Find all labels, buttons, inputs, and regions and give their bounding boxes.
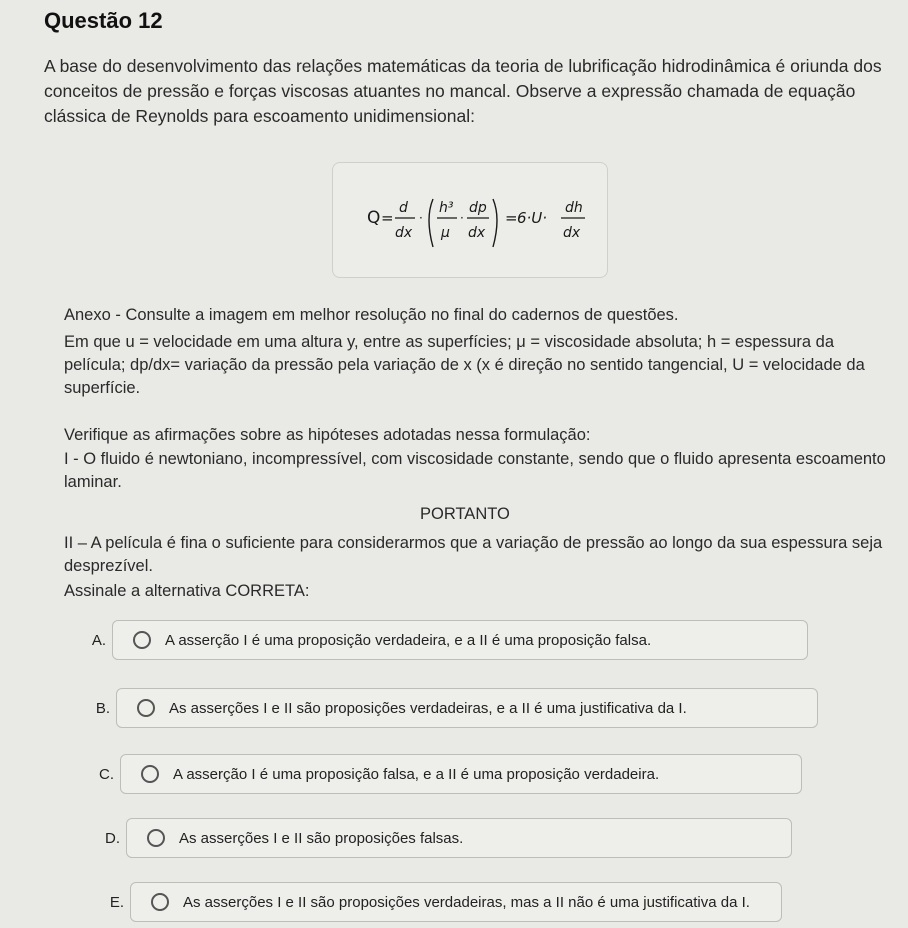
option-d[interactable]	[92, 818, 792, 858]
question-intro: A base do desenvolvimento das relações matemáticas da teoria de lubrificação hidrodinâmica é oriunda dos conceitos de pressão e forças viscosas atuantes no mancal. Observe a expressão chamada de equação clássica de Reynolds para escoamento unidimensional:	[44, 56, 882, 126]
svg-text:·: ·	[460, 211, 464, 225]
option-e[interactable]	[96, 882, 782, 922]
assertion-1: I - O fluido é newtoniano, incompressível, com viscosidade constante, sendo que o fluido apresenta escoamento laminar.	[64, 450, 886, 491]
option-text: A asserção I é uma proposição verdadeira, e a II é uma proposição falsa.	[165, 631, 652, 649]
formula-dx: dx	[395, 225, 413, 241]
radio-icon[interactable]	[141, 765, 159, 783]
formula-equals: =	[381, 209, 394, 227]
formula-dx3: dx	[563, 225, 581, 241]
option-text: As asserções I e II são proposições verdadeiras, e a II é uma justificativa da I.	[169, 699, 687, 717]
assinale-text: Assinale a alternativa CORRETA:	[64, 582, 310, 600]
portanto-label: PORTANTO	[420, 505, 510, 523]
formula-q: Q	[367, 208, 381, 228]
radio-icon[interactable]	[137, 699, 155, 717]
radio-icon[interactable]	[151, 893, 169, 911]
option-box[interactable]	[116, 688, 818, 728]
option-text: As asserções I e II são proposições falsas.	[179, 829, 464, 847]
assertion-2: II – A película é fina o suficiente para considerarmos que a variação de pressão ao longo da sua espessura seja desprezível.	[64, 534, 883, 575]
formula-dh: dh	[565, 200, 583, 216]
option-letter: B.	[95, 699, 110, 717]
option-box[interactable]	[112, 620, 808, 660]
verifique-text: Verifique as afirmações sobre as hipóteses adotadas nessa formulação:	[64, 426, 591, 444]
formula-d: d	[399, 200, 408, 216]
formula-six-u: 6·U·	[517, 209, 548, 227]
option-b[interactable]	[82, 688, 818, 728]
option-text: A asserção I é uma proposição falsa, e a II é uma proposição verdadeira.	[173, 765, 660, 783]
option-box[interactable]	[126, 818, 792, 858]
option-c[interactable]	[86, 754, 802, 794]
anexo-note: Anexo - Consulte a imagem em melhor resolução no final do cadernos de questões.	[64, 306, 679, 324]
formula-mu: μ	[441, 225, 450, 241]
formula-equals-2: =	[505, 209, 518, 227]
option-box[interactable]	[130, 882, 782, 922]
option-letter: C.	[99, 765, 114, 783]
reynolds-equation	[333, 163, 607, 277]
formula-dx2: dx	[468, 225, 486, 241]
radio-icon[interactable]	[133, 631, 151, 649]
option-letter: E.	[109, 893, 124, 911]
radio-icon[interactable]	[147, 829, 165, 847]
option-text: As asserções I e II são proposições verdadeiras, mas a II não é uma justificativa da I.	[183, 893, 750, 911]
svg-text:·: ·	[419, 211, 423, 225]
question-title: Questão 12	[44, 8, 163, 33]
formula-h3: h³	[439, 200, 454, 216]
definitions-text: Em que u = velocidade em uma altura y, entre as superfícies; μ = viscosidade absoluta; h = espessura da película; dp/dx= variação da pressão pela variação de x (x é direção no sentido tangencial, U = velocidade da superfície.	[64, 333, 865, 397]
option-letter: A.	[91, 631, 106, 649]
formula-dp: dp	[469, 200, 487, 216]
option-a[interactable]	[78, 620, 808, 660]
option-box[interactable]	[120, 754, 802, 794]
formula-box	[332, 162, 608, 278]
option-letter: D.	[105, 829, 120, 847]
